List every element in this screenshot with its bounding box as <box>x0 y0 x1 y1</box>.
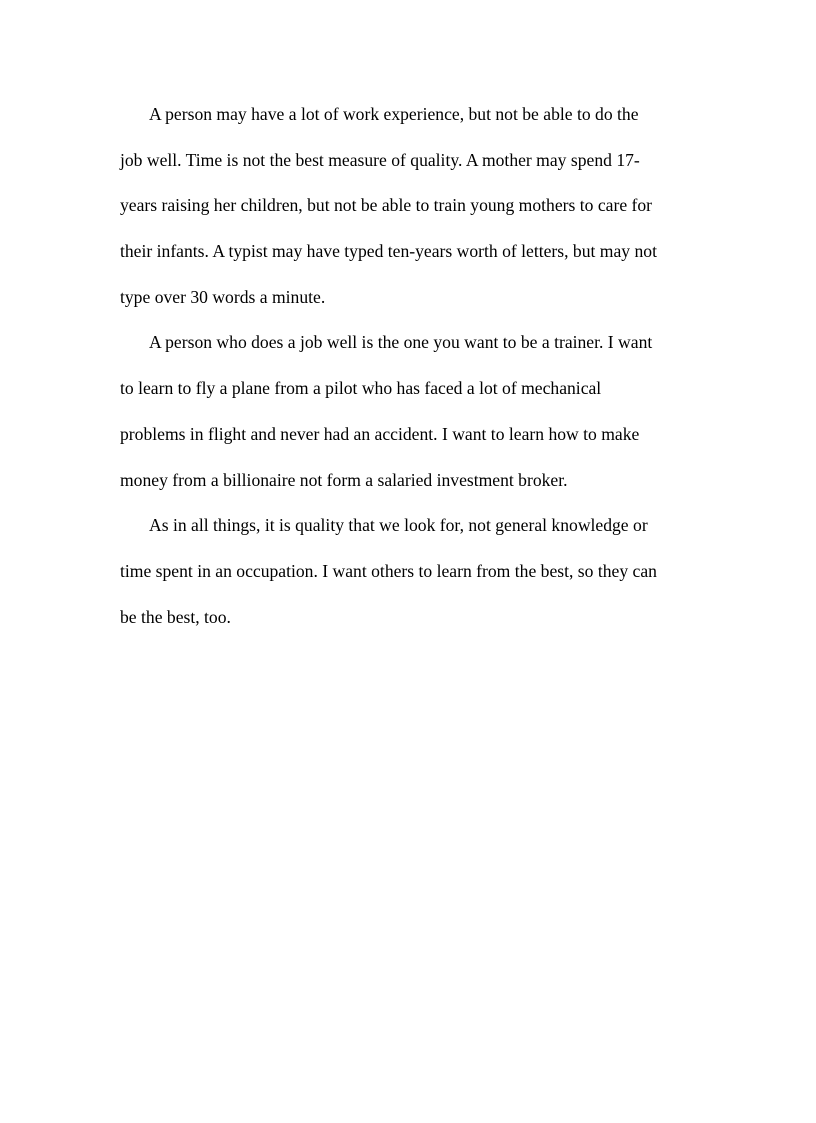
text-line: As in all things, it is quality that we look for, not general knowledge or <box>149 515 648 536</box>
paragraph-3 <box>120 507 710 644</box>
text-line: A person who does a job well is the one you want to be a trainer. I want <box>149 332 653 353</box>
text-line: money from a billionaire not form a salaried investment broker. <box>120 469 568 490</box>
text-line: problems in flight and never had an accident. I want to learn how to make <box>120 423 640 444</box>
text-line: A person may have a lot of work experience, but not be able to do the <box>149 104 639 124</box>
text-line: be the best, too. <box>120 606 231 627</box>
document-body <box>120 96 710 644</box>
paragraph-2 <box>120 324 710 507</box>
text-line: job well. Time is not the best measure of quality. A mother may spend 17- <box>120 149 640 170</box>
text-line: years raising her children, but not be able to train young mothers to care for <box>120 195 653 216</box>
text-line: type over 30 words a minute. <box>120 286 326 307</box>
text-line: time spent in an occupation. I want others to learn from the best, so they can <box>120 560 657 581</box>
paragraph-1 <box>120 96 710 324</box>
text-line: to learn to fly a plane from a pilot who has faced a lot of mechanical <box>120 378 602 399</box>
text-line: their infants. A typist may have typed ten-years worth of letters, but may not <box>120 241 657 262</box>
